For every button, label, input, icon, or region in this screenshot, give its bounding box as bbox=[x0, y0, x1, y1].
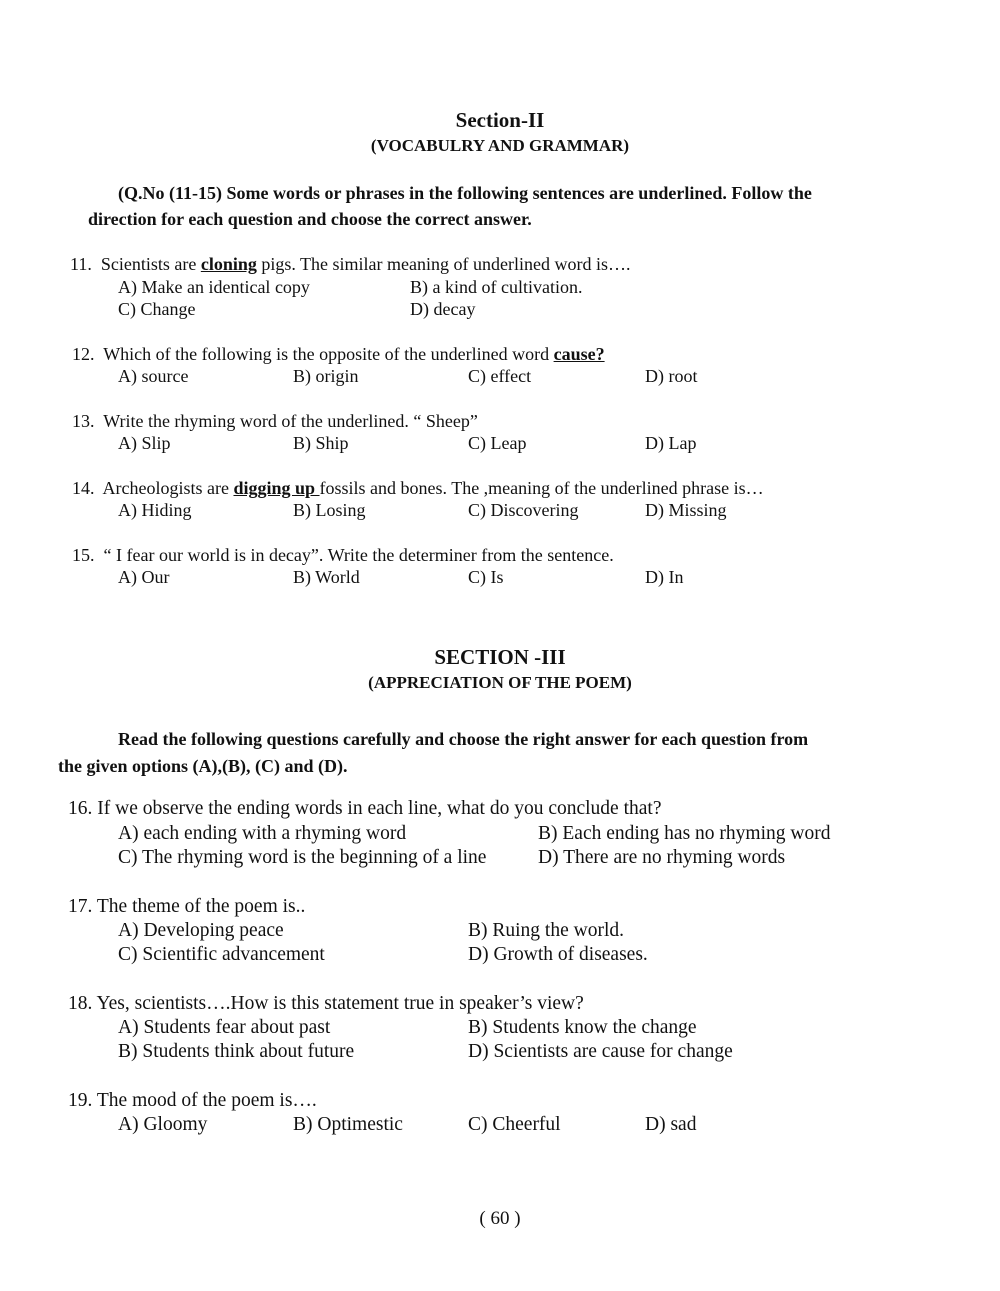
option-16-a: A) each ending with a rhyming word bbox=[118, 823, 407, 844]
option-14-d: D) Missing bbox=[645, 500, 727, 520]
option-17-d: D) Growth of diseases. bbox=[468, 944, 648, 965]
option-15-a: A) Our bbox=[118, 567, 170, 587]
question-12: 12. Which of the following is the opposite of the underlined word cause? bbox=[72, 344, 605, 364]
underlined-phrase: digging up bbox=[233, 478, 320, 498]
option-19-d: D) sad bbox=[645, 1114, 697, 1135]
question-16: 16. If we observe the ending words in each line, what do you conclude that? bbox=[68, 798, 662, 819]
option-16-d: D) There are no rhyming words bbox=[538, 847, 786, 868]
option-11-b: B) a kind of cultivation. bbox=[410, 277, 583, 297]
question-14: 14. Archeologists are digging up fossils and bones. The ,meaning of the underlined phrase is… bbox=[72, 478, 764, 498]
section-3-instruction-line-1: Read the following questions carefully and choose the right answer for each question from bbox=[118, 729, 809, 749]
option-18-a: A) Students fear about past bbox=[118, 1017, 331, 1038]
option-17-b: B) Ruing the world. bbox=[468, 920, 624, 941]
option-18-b: B) Students know the change bbox=[468, 1017, 697, 1038]
option-14-b: B) Losing bbox=[293, 500, 366, 520]
option-11-c: C) Change bbox=[118, 299, 196, 319]
option-18-d: D) Scientists are cause for change bbox=[468, 1041, 733, 1062]
page-number: ( 60 ) bbox=[479, 1208, 521, 1229]
underlined-word: cause? bbox=[553, 344, 605, 364]
option-18-c: B) Students think about future bbox=[118, 1041, 355, 1062]
question-18: 18. Yes, scientists….How is this statement true in speaker’s view? bbox=[68, 993, 584, 1014]
option-12-b: B) origin bbox=[293, 366, 359, 386]
option-15-b: B) World bbox=[293, 567, 360, 587]
section-3-subtitle: (APPRECIATION OF THE POEM) bbox=[368, 673, 632, 692]
option-11-d: D) decay bbox=[410, 299, 476, 319]
option-14-c: C) Discovering bbox=[468, 500, 579, 520]
section-2-title: Section-II bbox=[455, 108, 545, 132]
section-2-subtitle: (VOCABULRY AND GRAMMAR) bbox=[370, 136, 630, 155]
option-17-c: C) Scientific advancement bbox=[118, 944, 325, 965]
option-11-a: A) Make an identical copy bbox=[118, 277, 310, 297]
section-2-instruction-line-1: (Q.No (11-15) Some words or phrases in the following sentences are underlined. Follow the bbox=[118, 183, 812, 203]
option-13-a: A) Slip bbox=[118, 433, 171, 453]
option-17-a: A) Developing peace bbox=[118, 920, 284, 941]
option-19-b: B) Optimestic bbox=[293, 1114, 403, 1135]
option-13-c: C) Leap bbox=[468, 433, 527, 453]
option-13-d: D) Lap bbox=[645, 433, 697, 453]
question-13: 13. Write the rhyming word of the underlined. “ Sheep” bbox=[72, 411, 478, 431]
option-12-d: D) root bbox=[645, 366, 698, 386]
option-15-c: C) Is bbox=[468, 567, 504, 587]
option-16-c: C) The rhyming word is the beginning of a line bbox=[118, 847, 487, 868]
section-2-instruction-line-2: direction for each question and choose the correct answer. bbox=[88, 209, 532, 229]
option-19-a: A) Gloomy bbox=[118, 1114, 208, 1135]
underlined-word: cloning bbox=[200, 254, 257, 274]
section-3-title: SECTION -III bbox=[434, 645, 566, 669]
option-16-b: B) Each ending has no rhyming word bbox=[538, 823, 831, 844]
option-14-a: A) Hiding bbox=[118, 500, 192, 520]
question-19: 19. The mood of the poem is…. bbox=[68, 1090, 317, 1111]
question-15: 15. “ I fear our world is in decay”. Write the determiner from the sentence. bbox=[72, 545, 614, 565]
option-19-c: C) Cheerful bbox=[468, 1114, 561, 1135]
question-11: 11. Scientists are cloning pigs. The similar meaning of underlined word is…. bbox=[70, 254, 631, 274]
question-17: 17. The theme of the poem is.. bbox=[68, 896, 306, 917]
option-12-a: A) source bbox=[118, 366, 189, 386]
option-15-d: D) In bbox=[645, 567, 684, 587]
section-3-instruction-line-2: the given options (A),(B), (C) and (D). bbox=[58, 756, 348, 776]
option-12-c: C) effect bbox=[468, 366, 532, 386]
option-13-b: B) Ship bbox=[293, 433, 349, 453]
